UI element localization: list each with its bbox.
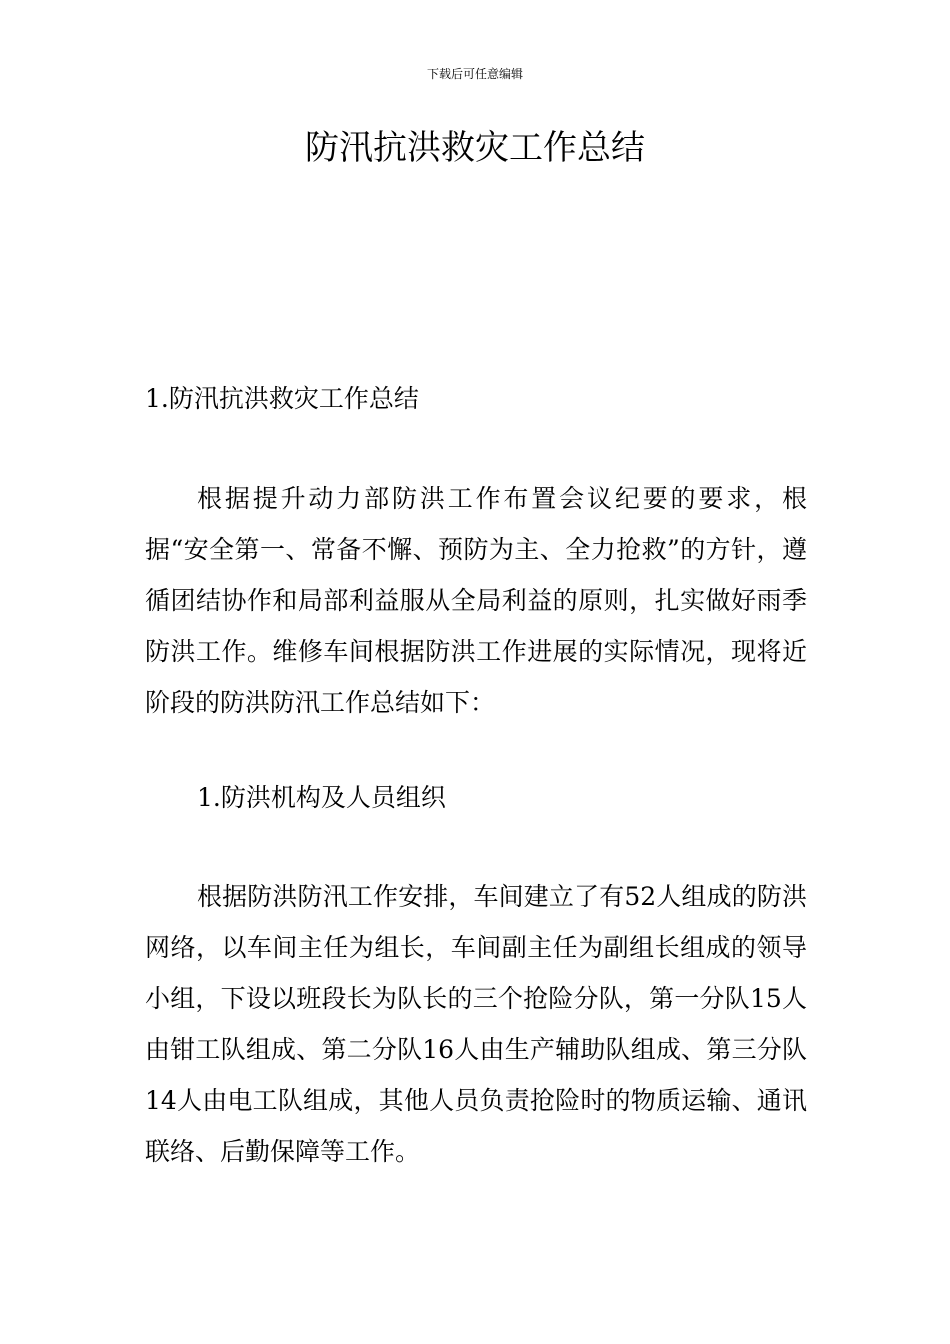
document-title: 防汛抗洪救灾工作总结 bbox=[305, 128, 645, 168]
section-heading-1: 1.防汛抗洪救灾工作总结 bbox=[145, 384, 419, 413]
header-note: 下载后可任意编辑 bbox=[426, 67, 523, 81]
paragraph-2: 根据防洪防汛工作安排，车间建立了有52人组成的防洪网络，以车间主任为组长，车间副主任为副组长组成的领导小组，下设以班段长为队长的三个抢险分队，第一分队15人由钳工队组成、第二分队16人由生产辅助队组成、第三分队14人由电工队组成，其他人员负责抢险时的物质运输、通讯联络、后勤保障等工作。 bbox=[145, 882, 807, 1166]
paragraph-1: 根据提升动力部防洪工作布置会议纪要的要求，根据“安全第一、常备不懈、预防为主、全力抢救”的方针，遵循团结协作和局部利益服从全局利益的原则，扎实做好雨季防洪工作。维修车间根据防洪工作进展的实际情况，现将近阶段的防洪防汛工作总结如下： bbox=[145, 484, 807, 717]
section-heading-2: 1.防洪机构及人员组织 bbox=[197, 783, 446, 812]
